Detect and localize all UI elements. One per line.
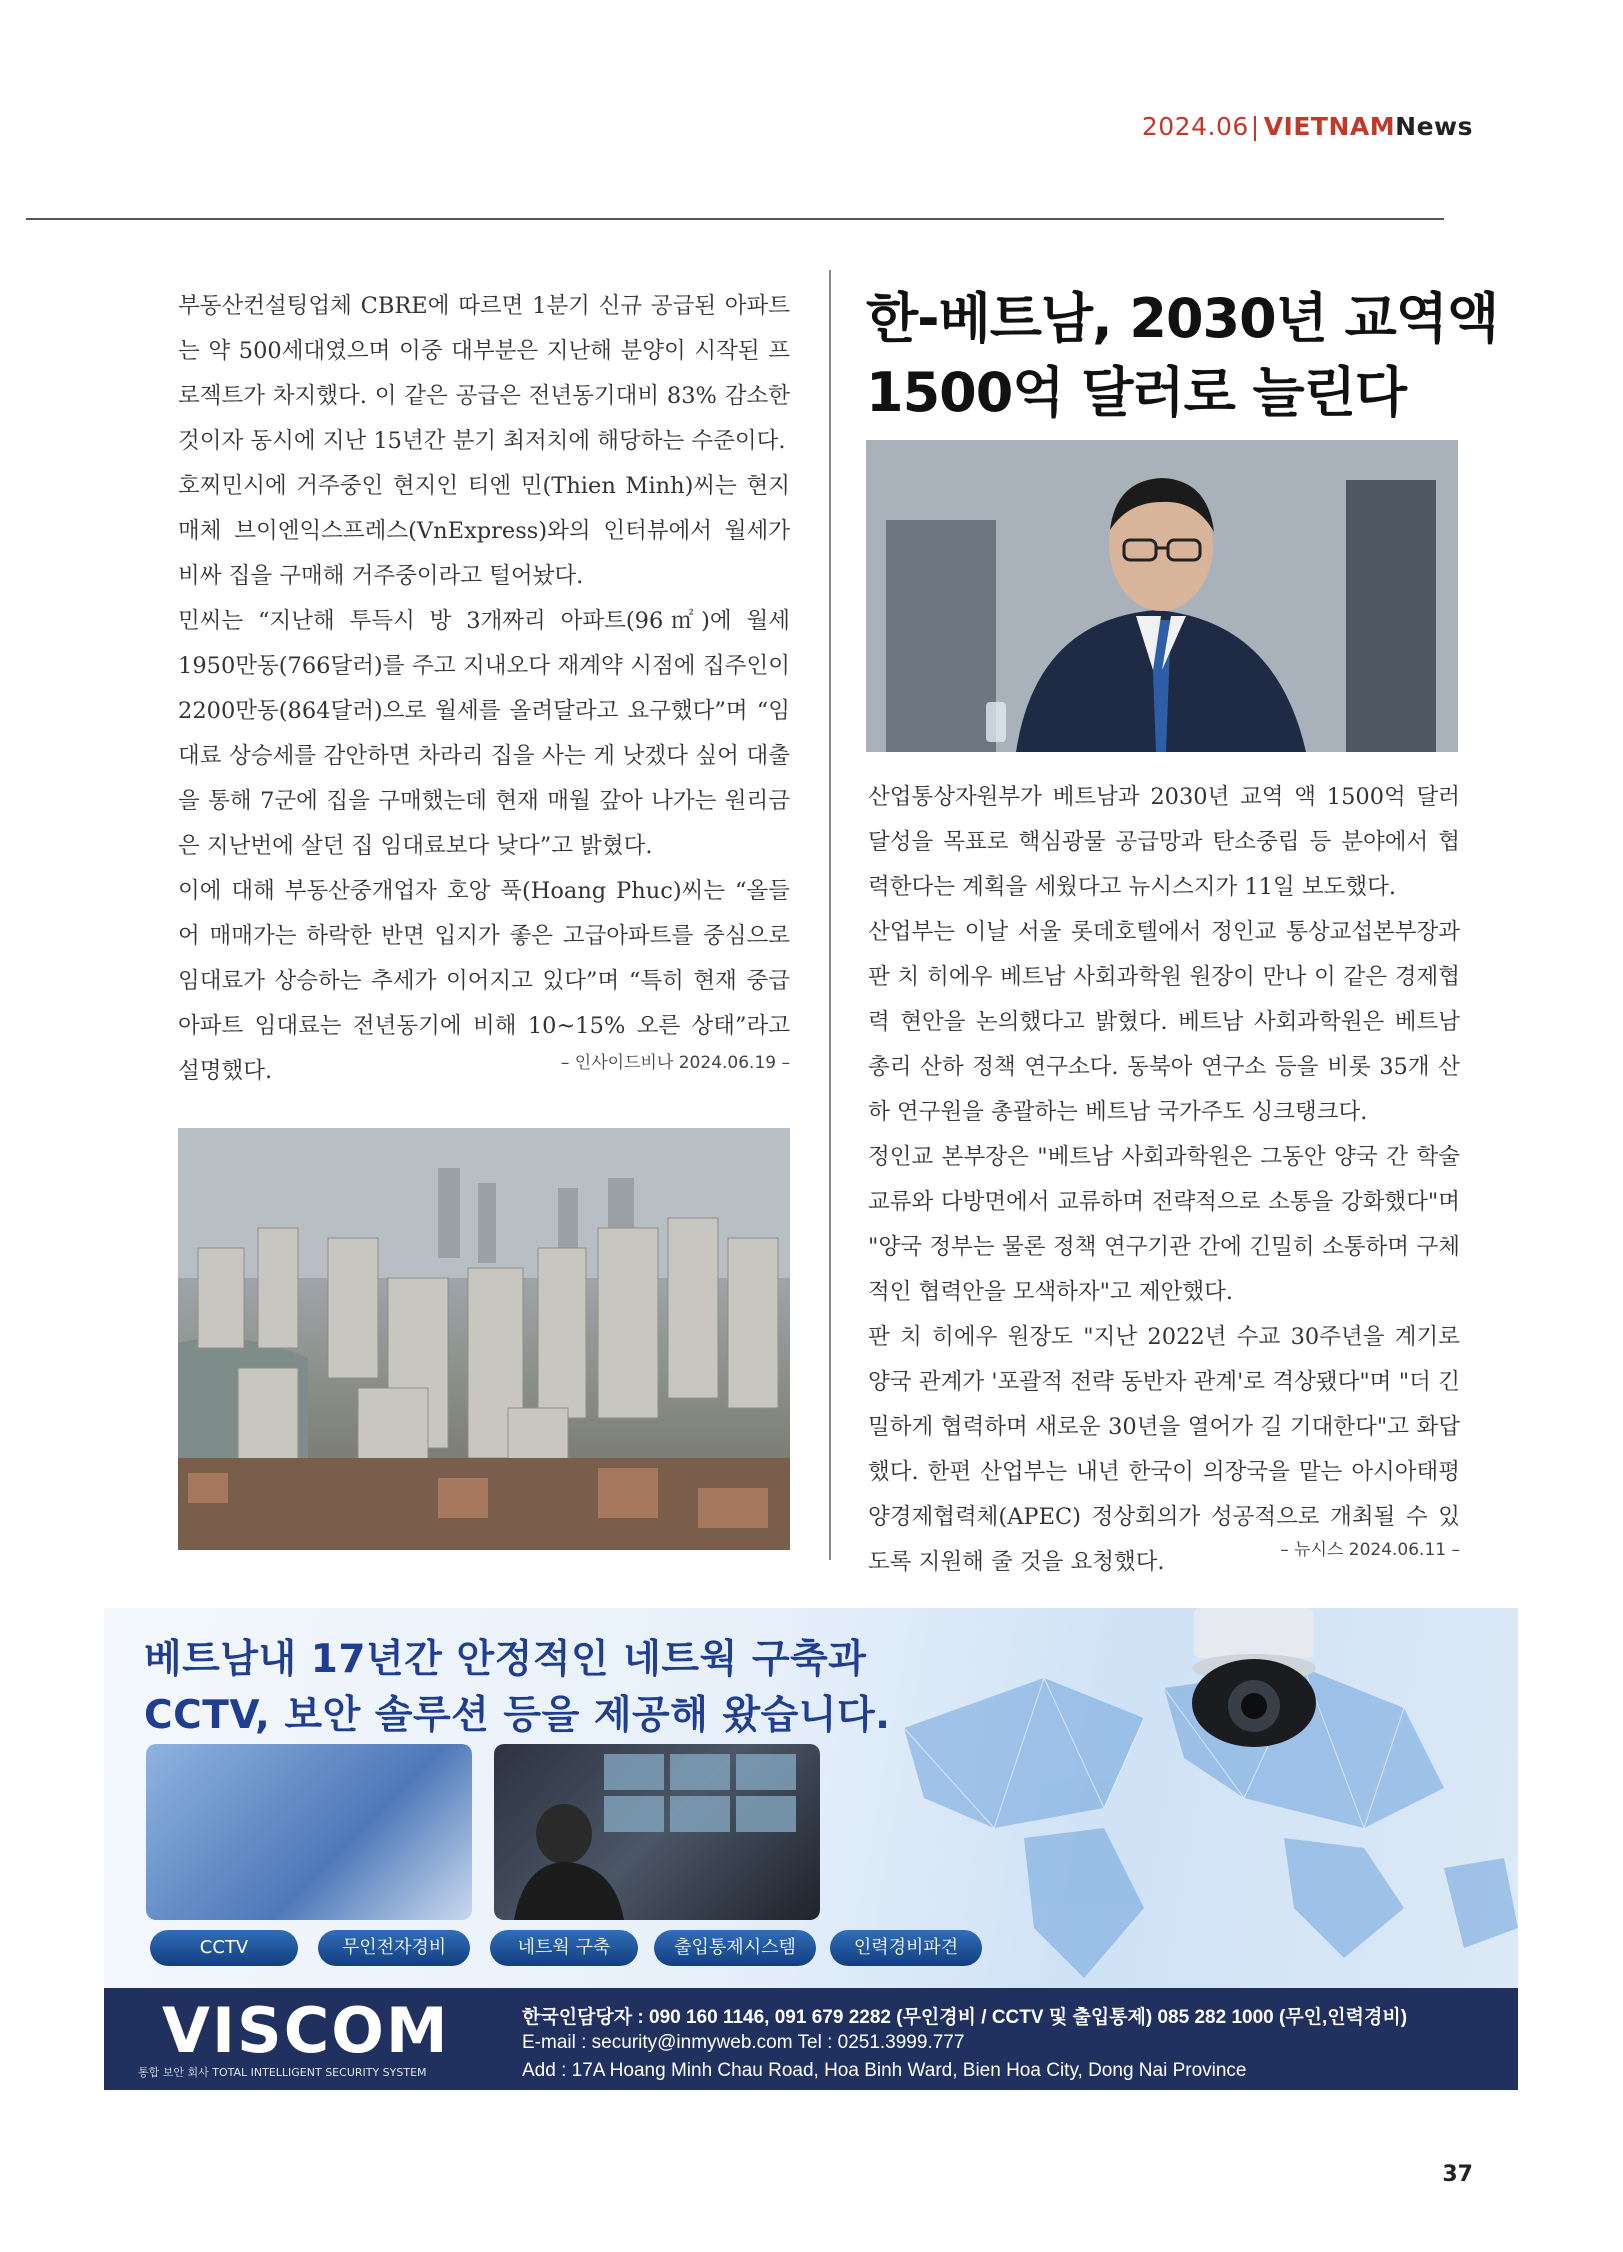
left-article-credit: – 인사이드비나 2024.06.19 – — [560, 1053, 790, 1073]
pill-unmanned-security: 무인전자경비 — [318, 1930, 470, 1966]
left-paragraph: 부동산컨설팅업체 CBRE에 따르면 1분기 신규 공급된 아파트는 약 500세대였으며 이중 대부분은 지난해 분양이 시작된 프로젝트가 차지했다. 이 같은 공급은 전년동기대비 83% 감소한 것이자 동시에 지난 15년간 분기 최저치에 해당하는 수준이다. — [178, 293, 790, 454]
right-article-body — [868, 775, 1460, 1585]
header-separator: | — [1250, 112, 1260, 141]
right-article-credit: – 뉴시스 2024.06.11 – — [1280, 1540, 1460, 1560]
ad-contact-bar — [104, 1988, 1518, 2090]
brand-news: News — [1395, 112, 1473, 141]
viscom-advertisement — [104, 1608, 1518, 1988]
issue-date: 2024.06 — [1141, 112, 1249, 141]
right-paragraph: 산업부는 이날 서울 롯데호텔에서 정인교 통상교섭본부장과 판 치 히에우 베트남 사회과학원 원장이 만나 이 같은 경제협력 현안을 논의했다고 밝혔다. 베트남 사회과학원은 베트남 총리 산하 정책 연구소다. 동북아 연구소 등을 비롯 35개 산하 연구원을 총괄하는 베트남 국가주도 싱크탱크다. — [868, 919, 1460, 1125]
pill-network: 네트웍 구축 — [490, 1930, 638, 1966]
headline-line-2: 1500억 달러로 늘린다 — [866, 361, 1407, 424]
ad-contact-address: Add : 17A Hoang Minh Chau Road, Hoa Binh Ward, Bien Hoa City, Dong Nai Province — [522, 2060, 1247, 2081]
column-divider — [829, 270, 831, 1560]
left-paragraph: 호찌민시에 거주중인 현지인 티엔 민(Thien Minh)씨는 현지매체 브이엔익스프레스(VnExpress)와의 인터뷰에서 월세가 비싸 집을 구매해 거주중이라고 털어놨다. — [178, 473, 790, 589]
left-paragraph: 이에 대해 부동산중개업자 호앙 푹(Hoang Phuc)씨는 “올들어 매매가는 하락한 반면 입지가 좋은 고급아파트를 중심으로 임대료가 상승하는 추세가 이어지고 있다”며 “특히 현재 중급아파트 임대료는 전년동기에 비해 10~15% 오른 상태”라고 설명했다. — [178, 878, 790, 1084]
pill-guard-dispatch: 인력경비파견 — [830, 1930, 982, 1966]
issue-header — [1142, 112, 1473, 141]
official-portrait-photo — [866, 440, 1458, 752]
right-paragraph: 판 치 히에우 원장도 "지난 2022년 수교 30주년을 계기로 양국 관계가 '포괄적 전략 동반자 관계'로 격상됐다"며 "더 긴밀하게 협력하며 새로운 30년을 열어가 길 기대한다"고 화답했다. 한편 산업부는 내년 한국이 의장국을 맡는 아시아태평양경제협력체(APEC) 정상회의가 성공적으로 개최될 수 있도록 지원해 줄 것을 요청했다. — [868, 1324, 1460, 1575]
left-article-body — [178, 284, 790, 1094]
ad-headline-line-2: CCTV, 보안 솔루션 등을 제공해 왔습니다. — [144, 1693, 891, 1738]
pill-access-control: 출입통제시스템 — [654, 1930, 816, 1966]
right-paragraph: 산업통상자원부가 베트남과 2030년 교역 액 1500억 달러 달성을 목표로 핵심광물 공급망과 탄소중립 등 분야에서 협력한다는 계획을 세웠다고 뉴시스지가 11일 보도했다. — [868, 784, 1460, 900]
official-portrait-illustration — [866, 440, 1458, 752]
cctv-camera-icon — [1174, 1608, 1334, 1758]
viscom-logo-subtitle: 통합 보안 회사 TOTAL INTELLIGENT SECURITY SYSTEM — [138, 2066, 427, 2079]
headline-line-1: 한-베트남, 2030년 교역액 — [866, 287, 1499, 350]
left-paragraph: 민씨는 “지난해 투득시 방 3개짜리 아파트(96㎡)에 월세 1950만동(766달러)를 주고 지내오다 재계약 시점에 집주인이 2200만동(864달러)으로 월세를 올려달라고 요구했다”며 “임대료 상승세를 감안하면 차라리 집을 사는 게 낫겠다 싶어 대출을 통해 7군에 집을 구매했는데 현재 매월 갚아 나가는 원리금은 지난번에 살던 집 임대료보다 낮다”고 밝혔다. — [178, 608, 790, 859]
ad-headline — [144, 1632, 890, 1744]
viscom-logo: VISCOM — [162, 1994, 450, 2067]
header-rule — [26, 218, 1444, 220]
article-headline — [866, 282, 1499, 430]
city-skyline-photo — [178, 1128, 790, 1550]
right-paragraph: 정인교 본부장은 "베트남 사회과학원은 그동안 양국 간 학술교류와 다방면에서 교류하며 전략적으로 소통을 강화했다"며 "양국 정부는 물론 정책 연구기관 간에 긴밀히 소통하며 구체적인 협력안을 모색하자"고 제안했다. — [868, 1144, 1460, 1305]
page-number: 37 — [1442, 2162, 1473, 2187]
keyboard-security-photo — [146, 1744, 472, 1920]
ad-headline-line-1: 베트남내 17년간 안정적인 네트웍 구축과 — [144, 1637, 867, 1682]
monitor-room-illustration — [494, 1744, 820, 1920]
ad-contact-phone: 한국인담당자 : 090 160 1146, 091 679 2282 (무인경비 / CCTV 및 출입통제) 085 282 1000 (무인,인력경비) — [522, 2007, 1408, 2028]
ad-contact-email: E-mail : security@inmyweb.com Tel : 0251.3999.777 — [522, 2032, 965, 2053]
city-skyline-illustration — [178, 1128, 790, 1550]
cctv-monitor-room-photo — [494, 1744, 820, 1920]
pill-cctv: CCTV — [150, 1930, 298, 1966]
brand-vietnam: VIETNAM — [1263, 112, 1396, 141]
